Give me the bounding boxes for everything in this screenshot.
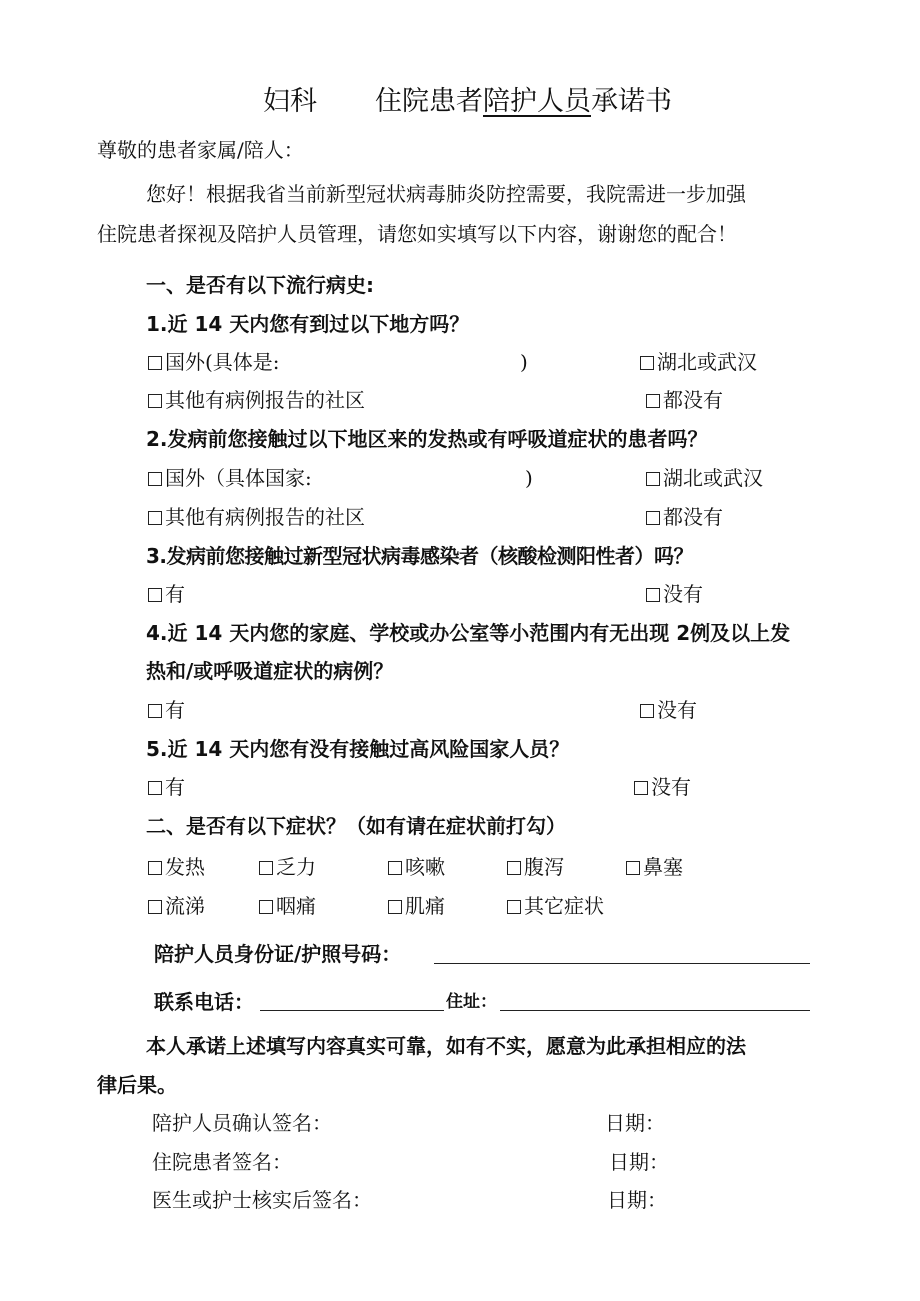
checkbox[interactable] bbox=[148, 394, 162, 408]
escort-date-label: 日期： bbox=[605, 1111, 665, 1135]
option-label: 都没有 bbox=[663, 505, 723, 529]
symptom-other[interactable] bbox=[507, 896, 604, 916]
checkbox[interactable] bbox=[640, 704, 654, 718]
patient-date-label: 日期： bbox=[609, 1150, 669, 1174]
q4-option-no[interactable] bbox=[640, 700, 697, 720]
option-label: 没有 bbox=[663, 582, 703, 606]
option-label: 其他有病例报告的社区 bbox=[165, 388, 365, 412]
checkbox[interactable] bbox=[626, 861, 640, 875]
section1-heading: 一、是否有以下流行病史: bbox=[146, 273, 374, 297]
symptom-congestion[interactable] bbox=[626, 857, 683, 877]
option-label: 都没有 bbox=[663, 388, 723, 412]
checkbox[interactable] bbox=[646, 511, 660, 525]
title-underlined: 陪护人员 bbox=[483, 86, 591, 117]
checkbox[interactable] bbox=[148, 588, 162, 602]
symptom-sore-throat[interactable] bbox=[259, 896, 316, 916]
q2-option-none[interactable] bbox=[646, 507, 723, 527]
q1-option-hubei[interactable] bbox=[640, 352, 757, 372]
q2-option-hubei[interactable] bbox=[646, 468, 763, 488]
checkbox[interactable] bbox=[259, 900, 273, 914]
section2-heading: 二、是否有以下症状？（如有请在症状前打勾） bbox=[146, 814, 566, 838]
symptom-diarrhea[interactable] bbox=[507, 857, 564, 877]
checkbox[interactable] bbox=[507, 861, 521, 875]
option-label: 没有 bbox=[651, 775, 691, 799]
staff-date-label: 日期： bbox=[607, 1188, 667, 1212]
pledge-line2: 律后果。 bbox=[97, 1073, 177, 1097]
option-label: 有 bbox=[165, 698, 185, 722]
q3-text: 3.发病前您接触过新型冠状病毒感染者（核酸检测阳性者）吗？ bbox=[146, 544, 694, 568]
symptom-label: 鼻塞 bbox=[643, 855, 683, 879]
checkbox[interactable] bbox=[148, 781, 162, 795]
symptom-label: 腹泻 bbox=[524, 855, 564, 879]
option-label: 国外(具体是: bbox=[165, 350, 280, 374]
checkbox[interactable] bbox=[646, 394, 660, 408]
id-number-label: 陪护人员身份证/护照号码： bbox=[154, 942, 402, 966]
q2-abroad-paren: ) bbox=[525, 466, 533, 490]
q4-option-yes[interactable] bbox=[148, 700, 185, 720]
q2-text: 2.发病前您接触过以下地区来的发热或有呼吸道症状的患者吗？ bbox=[146, 427, 708, 451]
q2-option-abroad[interactable] bbox=[148, 468, 312, 488]
form-title bbox=[263, 88, 672, 115]
phone-field[interactable] bbox=[260, 1010, 444, 1011]
address-field[interactable] bbox=[500, 1010, 810, 1011]
symptom-fatigue[interactable] bbox=[259, 857, 316, 877]
q1-abroad-paren: ) bbox=[520, 350, 528, 374]
symptom-label: 咳嗽 bbox=[405, 855, 445, 879]
checkbox[interactable] bbox=[148, 861, 162, 875]
address-label: 住址： bbox=[446, 992, 497, 1012]
checkbox[interactable] bbox=[259, 861, 273, 875]
option-label: 湖北或武汉 bbox=[663, 466, 763, 490]
q5-option-yes[interactable] bbox=[148, 777, 185, 797]
checkbox[interactable] bbox=[646, 588, 660, 602]
symptom-label: 流涕 bbox=[165, 894, 205, 918]
symptom-runny-nose[interactable] bbox=[148, 896, 205, 916]
title-post: 承诺书 bbox=[591, 86, 672, 117]
q4-text-line1: 4.近 14 天内您的家庭、学校或办公室等小范围内有无出现 2例及以上发 bbox=[146, 621, 791, 645]
pledge-line1: 本人承诺上述填写内容真实可靠，如有不实，愿意为此承担相应的法 bbox=[146, 1034, 746, 1058]
symptom-cough[interactable] bbox=[388, 857, 445, 877]
q4-text-line2: 热和/或呼吸道症状的病例？ bbox=[146, 659, 394, 683]
checkbox[interactable] bbox=[148, 511, 162, 525]
intro-line2: 住院患者探视及陪护人员管理，请您如实填写以下内容，谢谢您的配合！ bbox=[97, 222, 737, 246]
option-label: 湖北或武汉 bbox=[657, 350, 757, 374]
symptom-label: 咽痛 bbox=[276, 894, 316, 918]
q1-option-other[interactable] bbox=[148, 390, 365, 410]
q2-option-other[interactable] bbox=[148, 507, 365, 527]
checkbox[interactable] bbox=[388, 861, 402, 875]
option-label: 没有 bbox=[657, 698, 697, 722]
checkbox[interactable] bbox=[640, 356, 654, 370]
id-number-field[interactable] bbox=[434, 963, 810, 964]
q1-text: 1.近 14 天内您有到过以下地方吗？ bbox=[146, 312, 470, 336]
symptom-label: 肌痛 bbox=[405, 894, 445, 918]
symptom-fever[interactable] bbox=[148, 857, 205, 877]
patient-signature-label: 住院患者签名： bbox=[152, 1150, 292, 1174]
checkbox[interactable] bbox=[148, 704, 162, 718]
checkbox[interactable] bbox=[388, 900, 402, 914]
title-pre: 住院患者 bbox=[375, 86, 483, 117]
checkbox[interactable] bbox=[148, 472, 162, 486]
checkbox[interactable] bbox=[148, 900, 162, 914]
option-label: 有 bbox=[165, 775, 185, 799]
escort-signature-label: 陪护人员确认签名： bbox=[152, 1111, 332, 1135]
greeting: 尊敬的患者家属/陪人： bbox=[97, 138, 304, 162]
option-label: 有 bbox=[165, 582, 185, 606]
q3-option-yes[interactable] bbox=[148, 584, 185, 604]
q1-option-none[interactable] bbox=[646, 390, 723, 410]
q5-text: 5.近 14 天内您有没有接触过高风险国家人员？ bbox=[146, 737, 570, 761]
q3-option-no[interactable] bbox=[646, 584, 703, 604]
symptom-label: 其它症状 bbox=[524, 894, 604, 918]
checkbox[interactable] bbox=[634, 781, 648, 795]
title-dept: 妇科 bbox=[263, 86, 317, 117]
q1-option-abroad[interactable] bbox=[148, 352, 280, 372]
option-label: 国外（具体国家: bbox=[165, 466, 312, 490]
symptom-myalgia[interactable] bbox=[388, 896, 445, 916]
symptom-label: 发热 bbox=[165, 855, 205, 879]
option-label: 其他有病例报告的社区 bbox=[165, 505, 365, 529]
checkbox[interactable] bbox=[507, 900, 521, 914]
phone-label: 联系电话： bbox=[154, 990, 254, 1014]
staff-signature-label: 医生或护士核实后签名： bbox=[152, 1188, 372, 1212]
intro-line1: 您好！根据我省当前新型冠状病毒肺炎防控需要，我院需进一步加强 bbox=[146, 182, 746, 206]
symptom-label: 乏力 bbox=[276, 855, 316, 879]
checkbox[interactable] bbox=[148, 356, 162, 370]
checkbox[interactable] bbox=[646, 472, 660, 486]
q5-option-no[interactable] bbox=[634, 777, 691, 797]
